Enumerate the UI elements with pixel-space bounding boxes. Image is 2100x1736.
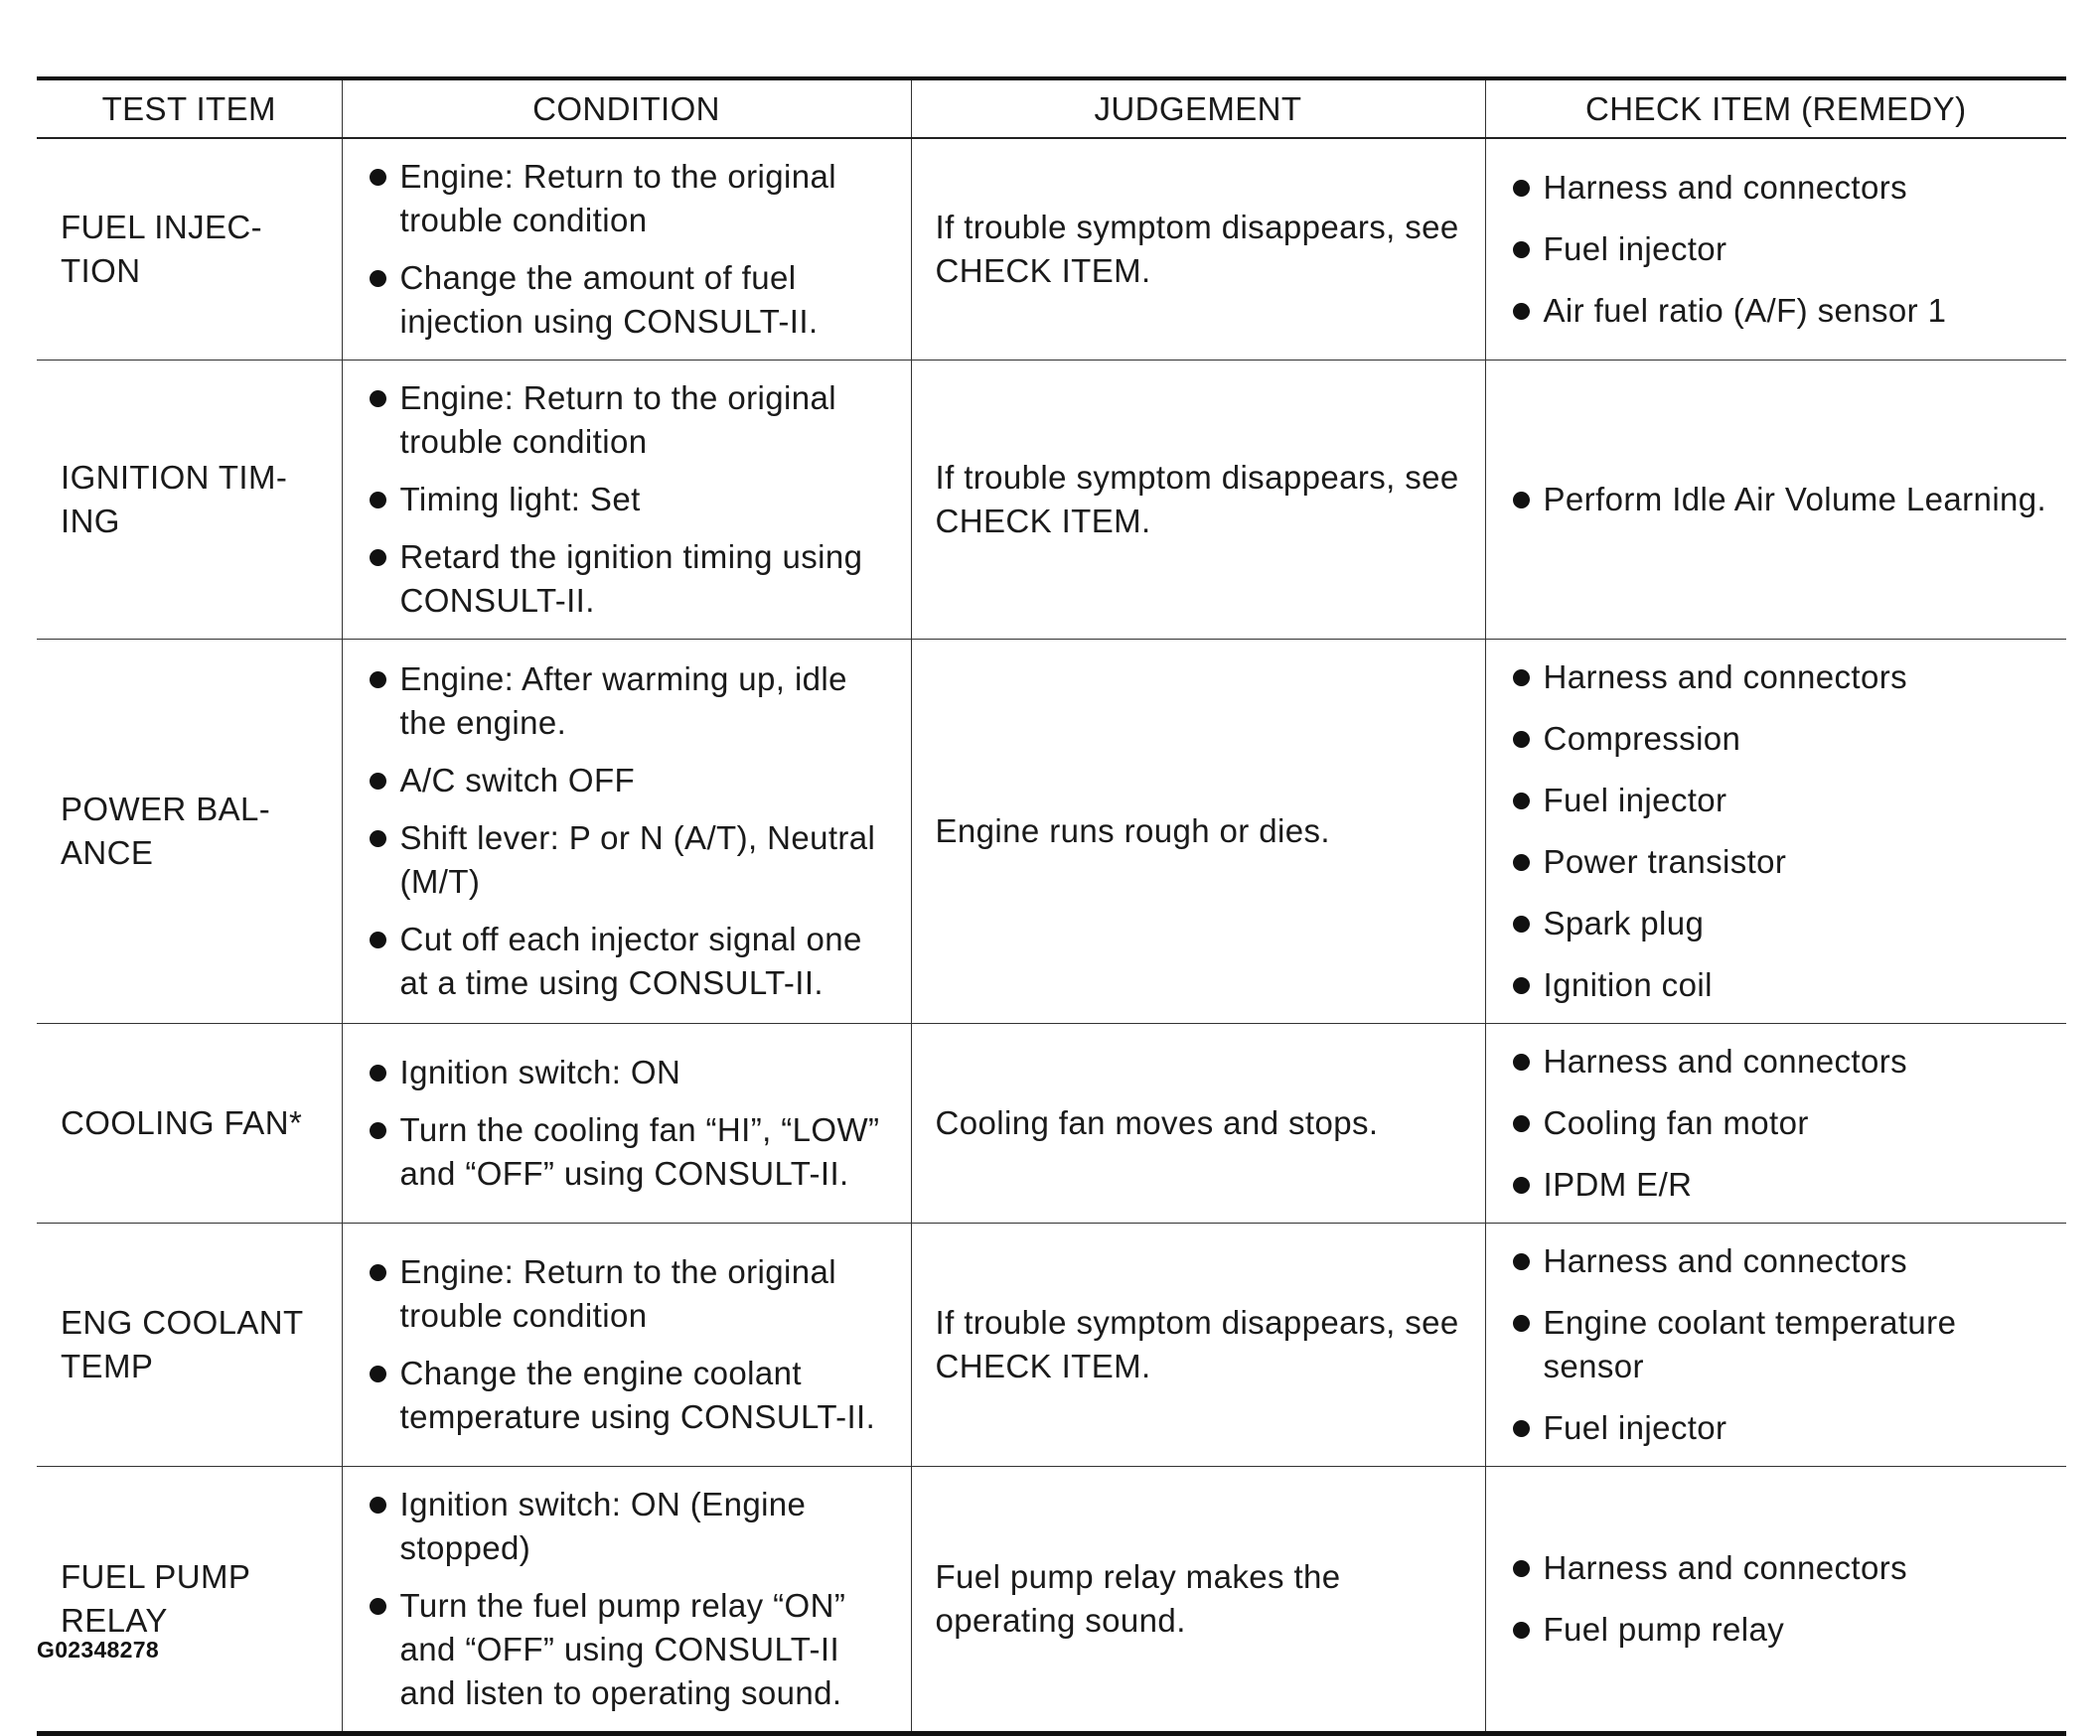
condition-cell xyxy=(342,1224,911,1467)
judgement-cell: Engine runs rough or dies. xyxy=(911,640,1485,1024)
test-item-line: ENG COOLANT xyxy=(61,1304,304,1341)
condition-text: Change the amount of fuel injection using CONSULT-II. xyxy=(399,259,819,340)
condition-list xyxy=(367,376,897,623)
remedy-text: Engine coolant temperature sensor xyxy=(1543,1304,1957,1384)
condition-item xyxy=(367,376,897,464)
remedy-list xyxy=(1510,166,2053,333)
condition-text: A/C switch OFF xyxy=(399,762,636,798)
condition-text: Turn the fuel pump relay “ON” and “OFF” using CONSULT-II and listen to operating sound. xyxy=(399,1587,846,1711)
remedy-item xyxy=(1510,289,2053,333)
remedy-item xyxy=(1510,902,2053,945)
test-item-line: TION xyxy=(61,252,141,289)
condition-item xyxy=(367,1250,897,1338)
bullet-icon xyxy=(1513,669,1530,686)
bullet-icon xyxy=(370,1065,386,1082)
remedy-item xyxy=(1510,655,2053,699)
remedy-text: Cooling fan motor xyxy=(1543,1104,1809,1141)
test-item-line: FUEL PUMP xyxy=(61,1558,251,1595)
remedy-cell xyxy=(1485,361,2066,640)
condition-item xyxy=(367,1352,897,1439)
remedy-cell xyxy=(1485,1024,2066,1224)
test-item-cell xyxy=(37,1467,342,1734)
bullet-icon xyxy=(370,270,386,287)
bullet-icon xyxy=(1513,1315,1530,1332)
remedy-text: Compression xyxy=(1543,720,1741,757)
condition-item xyxy=(367,1051,897,1094)
condition-text: Turn the cooling fan “HI”, “LOW” and “OFF” using CONSULT-II. xyxy=(399,1111,880,1192)
condition-cell xyxy=(342,138,911,361)
table-row xyxy=(37,1224,2066,1467)
remedy-text: Spark plug xyxy=(1543,905,1705,941)
condition-list xyxy=(367,1483,897,1715)
bullet-icon xyxy=(1513,793,1530,809)
table-row xyxy=(37,138,2066,361)
table-row xyxy=(37,361,2066,640)
remedy-item xyxy=(1510,717,2053,761)
bullet-icon xyxy=(1513,180,1530,197)
remedy-text: Harness and connectors xyxy=(1543,1043,1907,1080)
test-item-line: TEMP xyxy=(61,1348,154,1384)
bullet-icon xyxy=(370,1497,386,1514)
test-item-line: IGNITION TIM- xyxy=(61,459,288,496)
bullet-icon xyxy=(370,932,386,948)
condition-cell xyxy=(342,640,911,1024)
bullet-icon xyxy=(370,1366,386,1382)
test-item-cell xyxy=(37,1024,342,1224)
header-row xyxy=(37,78,2066,138)
condition-item xyxy=(367,1584,897,1715)
active-test-table-container xyxy=(37,76,2066,1736)
test-item-line: FUEL INJEC- xyxy=(61,209,263,245)
remedy-text: Air fuel ratio (A/F) sensor 1 xyxy=(1543,292,1947,329)
judgement-cell: Fuel pump relay makes the operating sound. xyxy=(911,1467,1485,1734)
bullet-icon xyxy=(1513,731,1530,748)
condition-item xyxy=(367,657,897,745)
remedy-text: Harness and connectors xyxy=(1543,169,1907,206)
condition-item xyxy=(367,918,897,1005)
test-item-line: ING xyxy=(61,503,120,539)
remedy-item xyxy=(1510,1101,2053,1145)
condition-list xyxy=(367,657,897,1005)
condition-item xyxy=(367,816,897,904)
condition-text: Change the engine coolant temperature using CONSULT-II. xyxy=(399,1355,876,1435)
remedy-text: Perform Idle Air Volume Learning. xyxy=(1543,481,2047,517)
test-item-line: RELAY xyxy=(61,1602,168,1639)
bullet-icon xyxy=(1513,1560,1530,1577)
condition-text: Engine: Return to the original trouble condition xyxy=(399,379,836,460)
remedy-text: Harness and connectors xyxy=(1543,1549,1907,1586)
bullet-icon xyxy=(370,169,386,186)
condition-text: Engine: After warming up, idle the engine. xyxy=(399,660,847,741)
bullet-icon xyxy=(370,773,386,790)
condition-item xyxy=(367,1108,897,1196)
bullet-icon xyxy=(370,830,386,847)
remedy-list xyxy=(1510,1239,2053,1450)
bullet-icon xyxy=(1513,241,1530,258)
condition-text: Cut off each injector signal one at a time using CONSULT-II. xyxy=(399,921,862,1001)
condition-text: Timing light: Set xyxy=(399,481,641,517)
condition-text: Engine: Return to the original trouble condition xyxy=(399,158,836,238)
condition-text: Engine: Return to the original trouble condition xyxy=(399,1253,836,1334)
test-item-line: POWER BAL- xyxy=(61,791,271,827)
remedy-cell xyxy=(1485,1467,2066,1734)
bullet-icon xyxy=(370,1122,386,1139)
test-item-line: COOLING FAN* xyxy=(61,1104,303,1141)
remedy-item xyxy=(1510,227,2053,271)
bullet-icon xyxy=(370,1264,386,1281)
table-row xyxy=(37,1467,2066,1734)
remedy-cell xyxy=(1485,1224,2066,1467)
table-row xyxy=(37,640,2066,1024)
condition-item xyxy=(367,155,897,242)
condition-list xyxy=(367,1051,897,1196)
bullet-icon xyxy=(1513,303,1530,320)
remedy-text: Power transistor xyxy=(1543,843,1787,880)
remedy-item xyxy=(1510,1239,2053,1283)
remedy-item xyxy=(1510,840,2053,884)
condition-item xyxy=(367,1483,897,1570)
active-test-table xyxy=(37,76,2066,1736)
remedy-item xyxy=(1510,1040,2053,1084)
condition-list xyxy=(367,155,897,344)
bullet-icon xyxy=(370,549,386,566)
condition-cell xyxy=(342,361,911,640)
bullet-icon xyxy=(1513,1115,1530,1132)
judgement-cell: If trouble symptom disappears, see CHECK ITEM. xyxy=(911,1224,1485,1467)
test-item-cell xyxy=(37,138,342,361)
bullet-icon xyxy=(1513,1054,1530,1071)
remedy-text: Fuel injector xyxy=(1543,1409,1727,1446)
remedy-text: Fuel pump relay xyxy=(1543,1611,1785,1648)
bullet-icon xyxy=(370,492,386,508)
remedy-item xyxy=(1510,779,2053,822)
test-item-cell xyxy=(37,1224,342,1467)
remedy-item xyxy=(1510,478,2053,521)
remedy-list xyxy=(1510,478,2053,521)
table-row xyxy=(37,1024,2066,1224)
bullet-icon xyxy=(1513,1253,1530,1270)
condition-cell xyxy=(342,1024,911,1224)
remedy-item xyxy=(1510,1301,2053,1388)
condition-item xyxy=(367,759,897,802)
bullet-icon xyxy=(370,1598,386,1615)
bullet-icon xyxy=(1513,916,1530,933)
remedy-text: Fuel injector xyxy=(1543,782,1727,818)
remedy-item xyxy=(1510,963,2053,1007)
figure-id: G02348278 xyxy=(37,1637,159,1663)
test-item-line: ANCE xyxy=(61,834,154,871)
header-test-item: TEST ITEM xyxy=(37,78,342,138)
header-judgement: JUDGEMENT xyxy=(911,78,1485,138)
bullet-icon xyxy=(1513,854,1530,871)
remedy-list xyxy=(1510,1546,2053,1652)
condition-list xyxy=(367,1250,897,1439)
condition-text: Retard the ignition timing using CONSULT-II. xyxy=(399,538,863,619)
remedy-item xyxy=(1510,1163,2053,1207)
remedy-text: Ignition coil xyxy=(1543,966,1713,1003)
remedy-list xyxy=(1510,655,2053,1007)
remedy-item xyxy=(1510,166,2053,210)
remedy-list xyxy=(1510,1040,2053,1207)
bullet-icon xyxy=(370,671,386,688)
header-check-item: CHECK ITEM (REMEDY) xyxy=(1485,78,2066,138)
condition-text: Ignition switch: ON (Engine stopped) xyxy=(399,1486,807,1566)
bullet-icon xyxy=(370,390,386,407)
remedy-cell xyxy=(1485,138,2066,361)
remedy-text: Harness and connectors xyxy=(1543,1242,1907,1279)
remedy-item xyxy=(1510,1546,2053,1590)
remedy-item xyxy=(1510,1608,2053,1652)
test-item-cell xyxy=(37,640,342,1024)
judgement-cell: If trouble symptom disappears, see CHECK ITEM. xyxy=(911,138,1485,361)
bullet-icon xyxy=(1513,1177,1530,1194)
bullet-icon xyxy=(1513,1420,1530,1437)
remedy-item xyxy=(1510,1406,2053,1450)
condition-cell xyxy=(342,1467,911,1734)
header-condition: CONDITION xyxy=(342,78,911,138)
judgement-cell: If trouble symptom disappears, see CHECK ITEM. xyxy=(911,361,1485,640)
condition-item xyxy=(367,256,897,344)
condition-item xyxy=(367,535,897,623)
test-item-cell xyxy=(37,361,342,640)
remedy-text: Fuel injector xyxy=(1543,230,1727,267)
bullet-icon xyxy=(1513,492,1530,508)
remedy-text: IPDM E/R xyxy=(1543,1166,1693,1203)
remedy-cell xyxy=(1485,640,2066,1024)
condition-item xyxy=(367,478,897,521)
bullet-icon xyxy=(1513,1622,1530,1639)
remedy-text: Harness and connectors xyxy=(1543,658,1907,695)
bullet-icon xyxy=(1513,977,1530,994)
condition-text: Ignition switch: ON xyxy=(399,1054,681,1090)
judgement-cell: Cooling fan moves and stops. xyxy=(911,1024,1485,1224)
condition-text: Shift lever: P or N (A/T), Neutral (M/T) xyxy=(399,819,876,900)
